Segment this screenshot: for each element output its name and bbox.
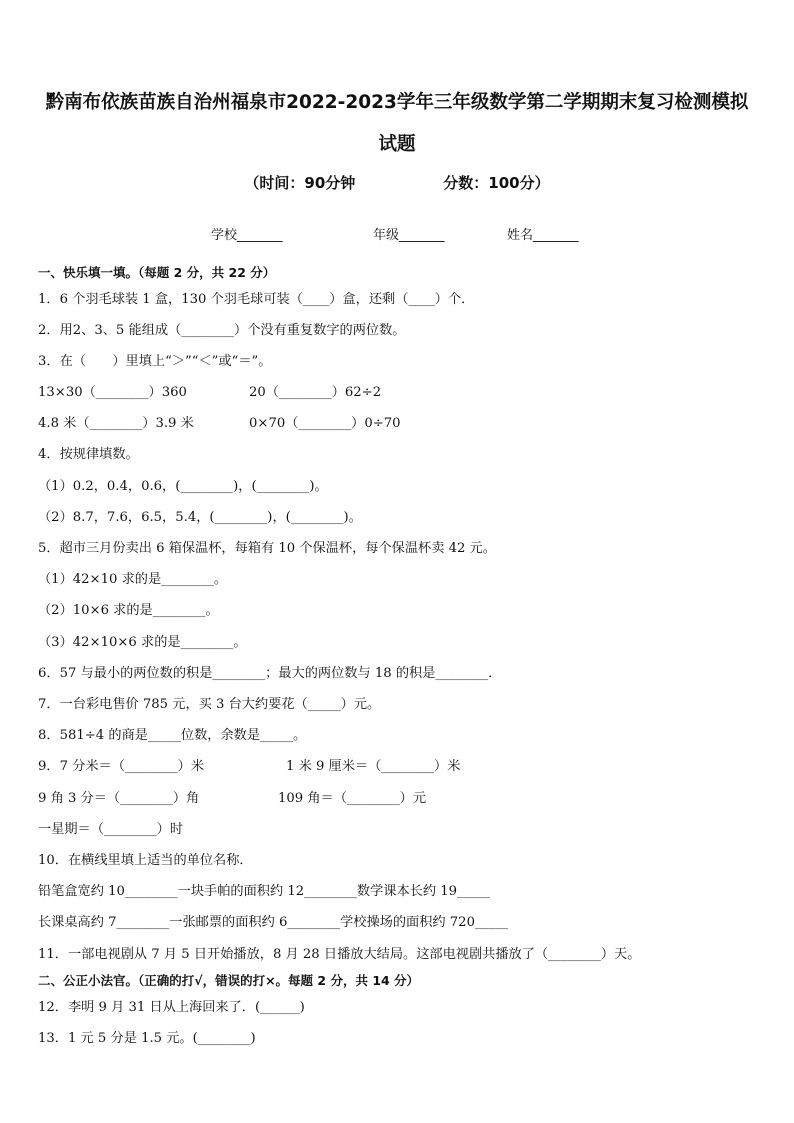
- grade-field: 年级_______: [373, 228, 445, 243]
- question-7: 7．一台彩电售价 785 元，买 3 台大约要花（_____）元。: [38, 697, 381, 712]
- question-5b: （2）10×6 求的是________。: [38, 603, 219, 618]
- question-9c: 9 角 3 分＝（________）角: [38, 791, 200, 806]
- question-12: 12．李明 9 月 31 日从上海回来了．(______): [38, 1000, 305, 1015]
- question-6: 6．57 与最小的两位数的积是________；最大的两位数与 18 的积是________．: [38, 666, 502, 681]
- question-9d: 109 角＝（________）元: [278, 791, 427, 806]
- exam-title-line2: 试题: [378, 134, 416, 155]
- question-10b: 长课桌高约 7________一张邮票的面积约 6________学校操场的面积约 720_____: [38, 915, 508, 930]
- question-2: 2．用2、3、5 能组成（________）个没有重复数字的两位数。: [38, 323, 406, 338]
- question-3c: 4.8 米（________）3.9 米: [38, 416, 194, 431]
- question-5c: （3）42×10×6 求的是________。: [38, 635, 247, 650]
- question-3b: 20（________）62÷2: [249, 385, 382, 400]
- question-3: 3．在（ ）里填上“＞”“＜”或“＝”。: [38, 354, 272, 369]
- question-9b: 1 米 9 厘米＝（________）米: [286, 759, 461, 774]
- question-5: 5．超市三月份卖出 6 箱保温杯，每箱有 10 个保温杯，每个保温杯卖 42 元。: [38, 541, 496, 556]
- exam-score: 分数：100分）: [443, 174, 550, 192]
- section-heading-2: 二、公正小法官。（正确的打√，错误的打×。每题 2 分，共 14 分）: [38, 973, 420, 988]
- section-heading-1: 一、快乐填一填。（每题 2 分，共 22 分）: [38, 265, 276, 280]
- school-field: 学校_______: [211, 228, 283, 243]
- question-1: 1．6 个羽毛球装 1 盒，130 个羽毛球可装（____）盒，还剩（____）个．: [38, 292, 475, 307]
- question-13: 13．1 元 5 分是 1.5 元。(________): [38, 1031, 256, 1046]
- question-10a: 铅笔盒宽约 10________一块手帕的面积约 12________数学课本长约 19_____: [38, 884, 490, 899]
- question-9a: 9．7 分米＝（________）米: [38, 759, 205, 774]
- question-3a: 13×30（________）360: [38, 385, 187, 400]
- question-4b: （2）8.7，7.6，6.5，5.4，(________)，(________)。: [38, 510, 362, 525]
- question-3d: 0×70（________）0÷70: [249, 416, 401, 431]
- question-4a: （1）0.2，0.4，0.6，(________)，(________)。: [38, 479, 328, 494]
- name-field: 姓名_______: [507, 228, 579, 243]
- question-4: 4．按规律填数。: [38, 447, 139, 462]
- question-5a: （1）42×10 求的是________。: [38, 572, 228, 587]
- question-9e: 一星期＝（________）时: [38, 822, 184, 837]
- exam-title-line1: 黔南布依族苗族自治州福泉市2022-2023学年三年级数学第二学期期末复习检测模拟: [45, 92, 749, 113]
- question-10: 10．在横线里填上适当的单位名称．: [38, 853, 253, 868]
- exam-time: （时间：90分钟: [244, 174, 356, 192]
- exam-subtitle: [0, 172, 794, 193]
- question-8: 8．581÷4 的商是_____位数，余数是_____。: [38, 728, 307, 743]
- question-11: 11．一部电视剧从 7 月 5 日开始播放，8 月 28 日播放大结局。这部电视剧共播放了（________）天。: [38, 947, 641, 962]
